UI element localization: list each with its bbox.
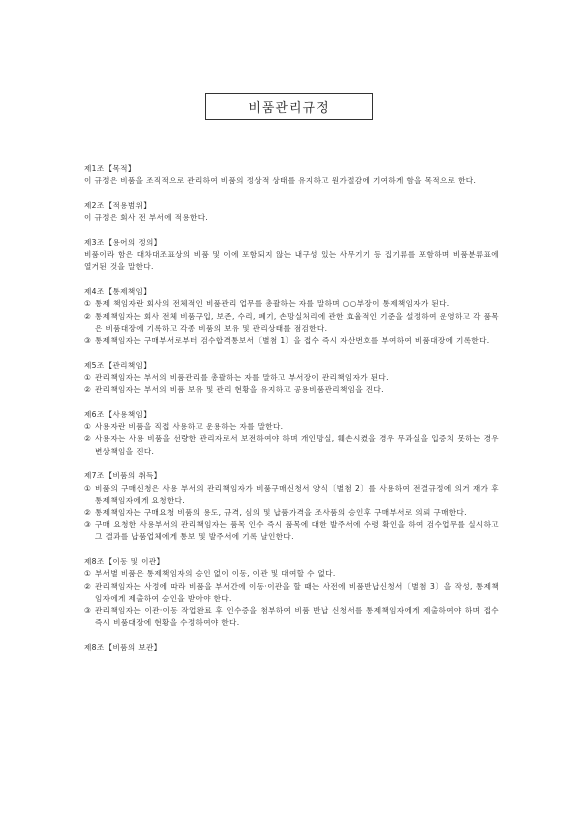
clause-item — [84, 421, 499, 433]
document-body — [84, 163, 499, 667]
article-3 — [84, 237, 499, 274]
article-1 — [84, 163, 499, 187]
clause-text: 관리책임자는 사정에 따라 비품을 부서간에 이동·이관을 할 때는 사전에 비품반납신청서〔별첨 3〕을 작성, 통제책임자에게 제출하여 승인을 받아야 한다. — [95, 581, 499, 603]
clause-item — [84, 433, 499, 457]
clause-text: 통제책임자는 구매부서로부터 검수합격통보서〔별첨 1〕을 접수 즉시 자산번호를 부여하여 비품대장에 기록한다. — [95, 336, 490, 346]
article-heading: 제1조【목적】 — [84, 164, 136, 173]
article-6 — [84, 409, 499, 458]
article-2 — [84, 200, 499, 224]
clause-number: ② — [84, 434, 92, 444]
clause-item — [84, 605, 499, 629]
clause-text: 관리책임자는 이관·이동 작업완료 후 인수증을 첨부하여 비품 반납 신청서를 통제책임자에게 제출하여야 하며 접수 즉시 비품대장에 현황을 수정하여야 한다. — [95, 606, 499, 628]
clause-item — [84, 298, 499, 310]
article-4 — [84, 286, 499, 347]
clause-text: 구매 요청한 사용부서의 관리책임자는 품목 인수 즉시 품목에 대한 발주서에 수령 확인을 하여 검수업무를 실시하고 그 결과를 납품업체에게 통보 및 발주서에 기록 날인한다. — [95, 520, 499, 542]
article-8 — [84, 556, 499, 629]
article-heading: 제8조【이동 및 이관】 — [84, 557, 165, 567]
clause-number: ② — [84, 311, 92, 321]
clause-item — [84, 384, 499, 396]
clause-text: 관리책임자는 부서의 비품 보유 및 관리 현황을 유지하고 공용비품관리책임을 진다. — [95, 385, 384, 395]
clause-item — [84, 335, 499, 347]
clause-text: 부서별 비품은 통제책임자의 승인 없이 이동, 이관 및 대여할 수 없다. — [95, 569, 336, 579]
article-paragraph: 이 규정은 비품을 조직적으로 관리하여 비품의 정상적 상태를 유지하고 원가절감에 기여하게 함을 목적으로 한다. — [84, 176, 477, 186]
article-heading: 제2조【적용범위】 — [84, 201, 152, 210]
clause-number: ③ — [84, 606, 92, 616]
article-7 — [84, 470, 499, 543]
clause-number: ① — [84, 483, 92, 493]
clause-text: 통제책임자는 회사 전체 비품구입, 보존, 수리, 폐기, 손망실처리에 관한 효율적인 기준을 설정하여 운영하고 각 품목은 비품대장에 기록하고 각종 비품의 보유 및 관리상태를 점검한다. — [95, 311, 499, 333]
clause-number: ① — [84, 373, 92, 383]
clause-item — [84, 519, 499, 543]
clause-item — [84, 483, 499, 507]
clause-item — [84, 568, 499, 580]
clause-item — [84, 581, 499, 605]
clause-text: 통제책임자는 구매요청 비품의 용도, 규격, 심의 및 납품가격을 조사품의 승인후 구매부서로 의뢰 구매한다. — [95, 508, 467, 518]
clause-number: ② — [84, 581, 92, 591]
article-5 — [84, 360, 499, 397]
clause-number: ② — [84, 508, 92, 518]
clause-number: ① — [84, 569, 92, 579]
clause-number: ③ — [84, 336, 92, 346]
clause-text: 사용자란 비품을 직접 사용하고 운용하는 자를 말한다. — [95, 422, 284, 432]
article-heading: 제5조【관리책임】 — [84, 360, 152, 370]
clause-text: 통제 책임자란 회사의 전체적인 비품관리 업무를 총괄하는 자를 말하며 ○○부장이 통제책임자가 된다. — [95, 299, 450, 309]
clause-text: 비품의 구매신청은 사용 부서의 관리책임자가 비품구매신청서 양식〔별첨 2〕를 사용하여 전결규정에 의거 재가 후 통제책임자에게 요청한다. — [95, 483, 499, 505]
article-paragraph: 비품이라 함은 대차대조표상의 비품 및 이에 포함되지 않는 내구성 있는 사무기기 등 집기류를 포함하며 비품분류표에 열거된 것을 말한다. — [84, 250, 499, 272]
clause-item — [84, 311, 499, 335]
article-9 — [84, 642, 499, 654]
clause-number: ① — [84, 299, 92, 309]
clause-text: 관리책임자는 부서의 비품관리를 총괄하는 자를 말하고 부서장이 관리책임자가 된다. — [95, 373, 389, 383]
document-title-text: 비품관리규정 — [248, 101, 330, 116]
document-title — [205, 93, 373, 120]
article-paragraph: 이 규정은 회사 전 부서에 적용한다. — [84, 213, 209, 223]
clause-text: 사용자는 사용 비품을 선량한 관리자로서 보전하여야 하며 개인망실, 훼손시켰을 경우 무과실을 입증치 못하는 경우 변상책임을 진다. — [95, 434, 499, 456]
article-heading: 제7조【비품의 취득】 — [84, 471, 162, 481]
article-heading: 제3조【용어의 정의】 — [84, 238, 162, 247]
article-heading: 제6조【사용책임】 — [84, 410, 152, 420]
clause-number: ① — [84, 422, 92, 432]
article-heading: 제4조【통제책임】 — [84, 287, 152, 297]
article-heading: 제8조【비품의 보관】 — [84, 643, 162, 653]
clause-number: ② — [84, 385, 92, 395]
clause-item — [84, 372, 499, 384]
clause-number: ③ — [84, 520, 92, 530]
clause-item — [84, 507, 499, 519]
